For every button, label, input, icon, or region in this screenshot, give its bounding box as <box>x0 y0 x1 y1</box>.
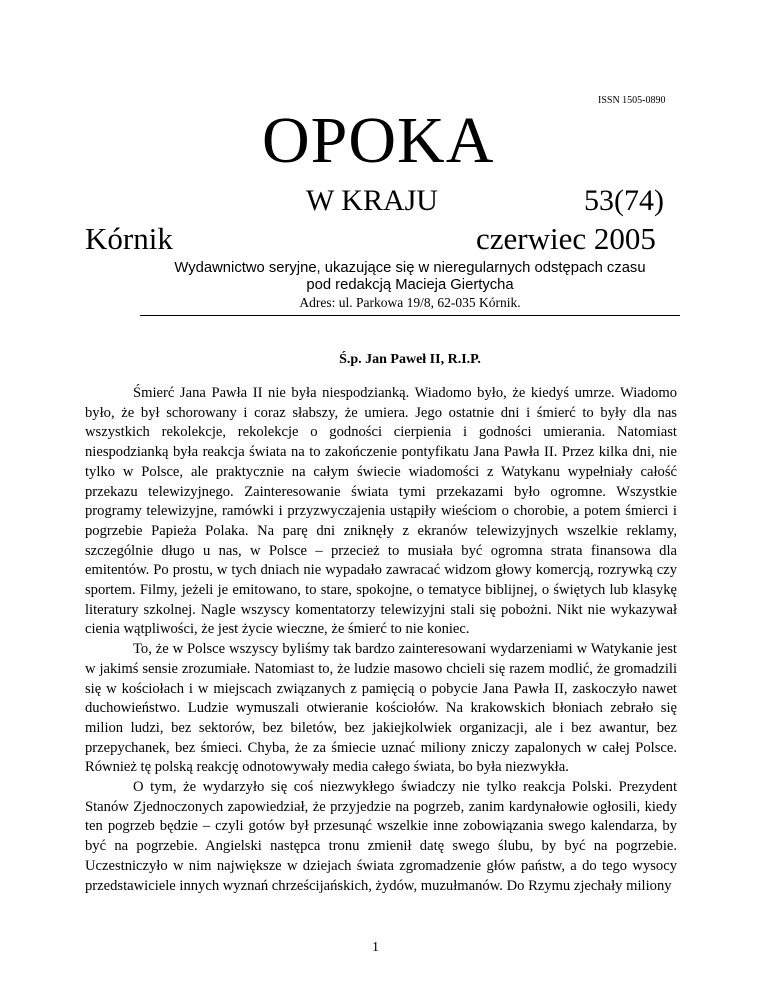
place-name: Kórnik <box>85 221 173 256</box>
article-body <box>85 384 677 896</box>
publisher-line-1: Wydawnictwo seryjne, ukazujące się w nieregularnych odstępach czasu <box>174 260 646 276</box>
article-paragraph: To, że w Polsce wszyscy byliśmy tak bardzo zainteresowani wydarzeniami w Watykanie jest w jakimś sensie zrozumiałe. Natomiast to, że ludzie masowo chcieli się razem modlić, że gromadzili się w kościołach i w miejscach związanych z pamięcią o pobycie Jana Pawła II, zaskoczyło nawet duchowieństwo. Ludzie wymuszali otwieranie kościołów. Na krakowskich błoniach zebrało się milion ludzi, bez sektorów, bez biletów, bez jakiejkolwiek organizacji, ale i bez awantur, bez przepychanek, bez śmieci. Chyba, że za śmiecie uznać miliony zniczy zapalonych w całej Polsce. Również tę polską reakcję odnotowywały media całego świata, bo była niezwykła. <box>85 641 677 776</box>
publisher-address: Adres: ul. Parkowa 19/8, 62-035 Kórnik. <box>299 295 521 310</box>
issn-number: ISSN 1505-0890 <box>598 95 666 106</box>
article-heading: Ś.p. Jan Paweł II, R.I.P. <box>339 352 481 367</box>
masthead-subtitle: W KRAJU <box>306 184 438 217</box>
page-number: 1 <box>372 940 379 955</box>
header-divider <box>140 315 680 316</box>
issue-number: 53(74) <box>584 184 664 217</box>
article-paragraph: O tym, że wydarzyło się coś niezwykłego świadczy nie tylko reakcja Polski. Prezydent Stanów Zjednoczonych zapowiedział, że przyjedzie na pogrzeb, zanim kardynałowie ogłosili, kiedy ten pogrzeb będzie – czyli gotów był przesunąć wszelkie inne zobowiązania swego kalendarza, by być na pogrzebie. Angielski następca tronu zmienił datę swego ślubu, by być na pogrzebie. Uczestniczyło w nim największe w dziejach świata zgromadzenie głów państw, a do tego wysocy przedstawiciele innych wyznań chrześcijańskich, żydów, muzułmanów. Do Rzymu zjechały miliony <box>85 779 677 894</box>
article-paragraph: Śmierć Jana Pawła II nie była niespodzianką. Wiadomo było, że kiedyś umrze. Wiadomo było, że był schorowany i coraz słabszy, że umiera. Jego ostatnie dni i śmierć to były dla nas wszystkich rekolekcje, rekolekcje o godności cierpienia i godności umierania. Natomiast niespodzianką była reakcja świata na to zakończenie pontyfikatu Jana Pawła II. Przez kilka dni, nie tylko w Polsce, ale praktycznie na całym świecie wiadomości z Watykanu wypełniały całość przekazu telewizyjnego. Zainteresowanie świata tymi przekazami było ogromne. Wszystkie programy telewizyjne, ramówki i przyzwyczajenia ustąpiły wieściom o chorobie, a potem śmierci i pogrzebie Papieża Polaka. Na parę dni zniknęły z ekranów telewizyjnych wszelkie reklamy, szczególnie długo u nas, w Polsce – przecież to musiała być ogromna strata finansowa dla emitentów. Po prostu, w tych dniach nie wypadało zawracać widzom głowy komercją, rozrywką czy sportem. Filmy, jeżeli je emitowano, to stare, spokojne, o tematyce biblijnej, o świętych lub klasykę literatury szkolnej. Nagle wszyscy komentatorzy telewizyjni stali się pobożni. Nikt nie wykazywał cienia wątpliwości, że jest życie wieczne, że śmierć to nie koniec. <box>85 385 677 638</box>
publisher-info <box>140 260 680 294</box>
issue-date: czerwiec 2005 <box>476 221 656 256</box>
publisher-line-2: pod redakcją Macieja Giertycha <box>306 277 514 293</box>
masthead-title: OPOKA <box>262 104 495 177</box>
